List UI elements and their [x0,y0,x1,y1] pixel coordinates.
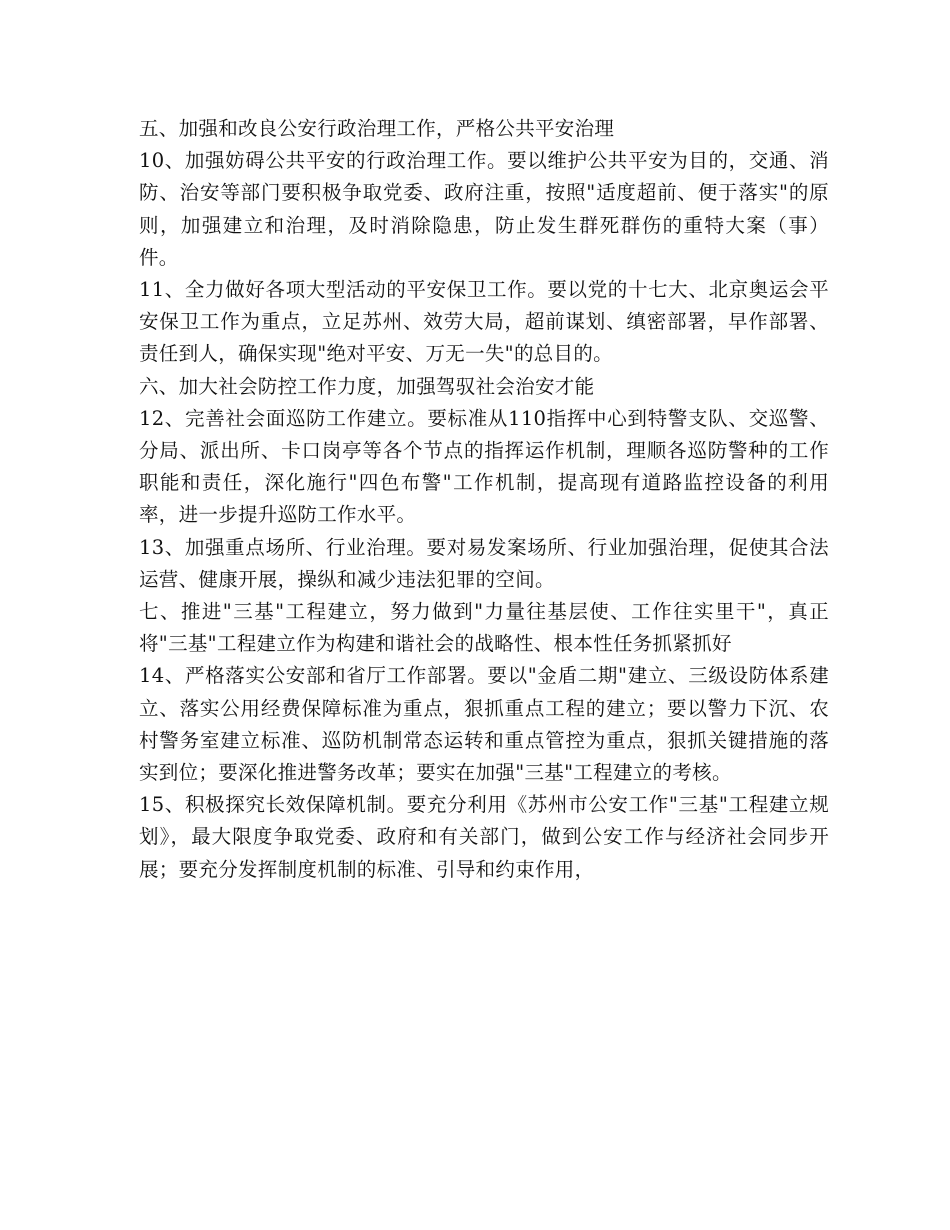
paragraph-11: 11、全力做好各项大型活动的平安保卫工作。要以党的十七大、北京奥运会平安保卫工作为重点，立足苏州、效劳大局，超前谋划、缜密部署，早作部署、责任到人，确保实现"绝对平安、万无一失"的总目的。 [139,278,829,366]
paragraph-13: 13、加强重点场所、行业治理。要对易发案场所、行业加强治理，促使其合法运营、健康开展，操纵和减少违法犯罪的空间。 [139,535,829,591]
section-heading-5: 五、加强和改良公安行政治理工作，严格公共平安治理 [139,117,615,140]
section-heading-7: 七、推进"三基"工程建立，努力做到"力量往基层使、工作往实里干"，真正将"三基"工程建立作为构建和谐社会的战略性、根本性任务抓紧抓好 [139,600,829,656]
document-body [139,113,829,886]
paragraph-14: 14、严格落实公安部和省厅工作部署。要以"金盾二期"建立、三级设防体系建立、落实公用经费保障标准为重点，狠抓重点工程的建立；要以警力下沉、农村警务室建立标准、巡防机制常态运转和重点管控为重点，狠抓关键措施的落实到位；要深化推进警务改革；要实在加强"三基"工程建立的考核。 [139,664,829,785]
section-heading-6: 六、加大社会防控工作力度，加强驾驭社会治安才能 [139,374,595,398]
paragraph-15: 15、积极探究长效保障机制。要充分利用《苏州市公安工作"三基"工程建立规划》，最大限度争取党委、政府和有关部门，做到公安工作与经济社会同步开展；要充分发挥制度机制的标准、引导和约束作用， [139,793,829,881]
paragraph-12: 12、完善社会面巡防工作建立。要标准从110指挥中心到特警支队、交巡警、分局、派出所、卡口岗亭等各个节点的指挥运作机制，理顺各巡防警种的工作职能和责任，深化施行"四色布警"工作机制，提高现有道路监控设备的利用率，进一步提升巡防工作水平。 [139,406,829,527]
paragraph-10: 10、加强妨碍公共平安的行政治理工作。要以维护公共平安为目的，交通、消防、治安等部门要积极争取党委、政府注重，按照"适度超前、便于落实"的原则，加强建立和治理，及时消除隐患，防止发生群死群伤的重特大案（事）件。 [139,149,829,269]
